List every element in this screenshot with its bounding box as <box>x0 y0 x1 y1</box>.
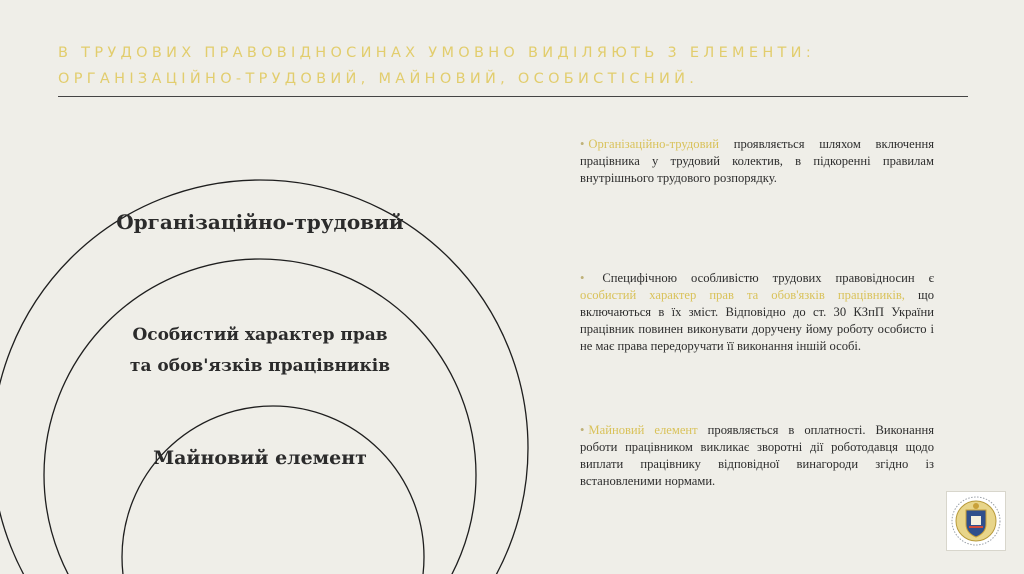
bullet-property <box>580 422 934 490</box>
bullet-highlight: Майновий елемент <box>588 423 698 437</box>
bullet-organizational <box>580 136 934 187</box>
middle-circle-label <box>110 320 410 382</box>
bullet-text-after: що включаються в їх зміст. Відповідно до ст. 30 КЗпП України працівник повинен виконувати доручену йому роботу особисто і не має права передоручати її виконання іншій особі. <box>580 288 934 353</box>
slide-title-line-2: ОРГАНІЗАЦІЙНО-ТРУДОВИЙ, МАЙНОВИЙ, ОСОБИСТІСНИЙ. <box>58 71 699 87</box>
middle-circle-label-line-1: Особистий характер прав <box>132 325 388 345</box>
bullet-highlight: Організаційно-трудовий <box>588 137 720 151</box>
bullet-personal <box>580 270 934 355</box>
bullet-text: проявляється шляхом включення працівника у трудовий колектив, в підкоренні правилам внутрішнього трудового розпорядку. <box>580 137 934 185</box>
bullet-text-before: Специфічною особливістю трудових правовідносин є <box>588 271 934 285</box>
bullet-text: проявляється в оплатності. Виконання роботи працівником викликає зворотні дії роботодавця щодо виплати працівнику відповідної винагороди згідно із встановленими нормами. <box>580 423 935 488</box>
bullet-dot-icon: • <box>580 271 585 285</box>
bullet-dot-icon: • <box>580 137 585 151</box>
outer-circle-label: Організаційно-трудовий <box>116 210 404 234</box>
middle-circle <box>44 259 476 574</box>
university-emblem-icon <box>946 491 1006 551</box>
inner-circle-label: Майновий елемент <box>153 447 367 469</box>
slide-title-line-1: В ТРУДОВИХ ПРАВОВІДНОСИНАХ УМОВНО ВИДІЛЯЮТЬ 3 ЕЛЕМЕНТИ: <box>58 45 816 61</box>
inner-circle <box>122 406 424 574</box>
middle-circle-label-line-2: та обов'язків працівників <box>129 356 391 376</box>
bullet-dot-icon: • <box>580 423 585 437</box>
bullet-highlight: особистий характер прав та обов'язків працівників, <box>580 288 905 302</box>
